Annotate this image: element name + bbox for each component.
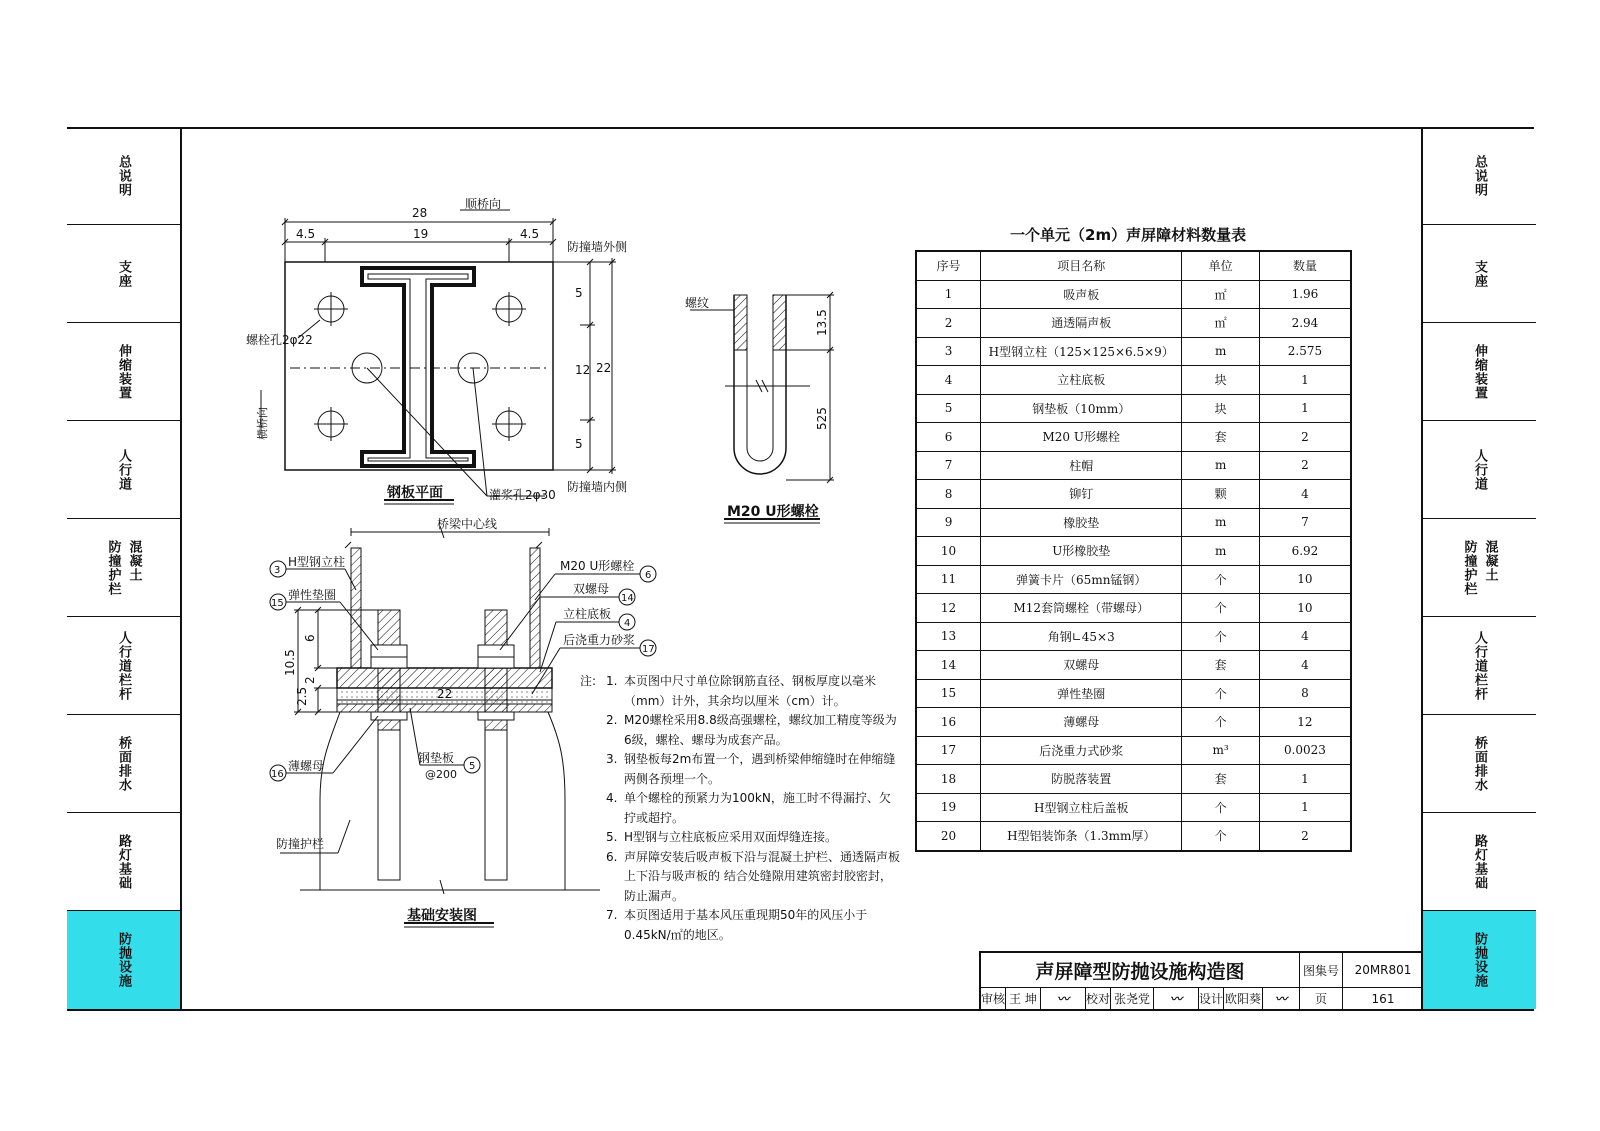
plate-dim-left: 4.5 <box>296 227 316 241</box>
checker-signature: 〰 <box>1154 988 1199 1010</box>
cell-item: 防脱落装置 <box>981 765 1182 794</box>
note-text: 声屏障安装后吸声板下沿与混凝土护栏、通透隔声板上下沿与吸声板的 结合处缝隙用建筑密封胶密封，防止漏声。 <box>624 849 901 903</box>
cell-unit: m <box>1182 451 1259 480</box>
plate-bolt-hole-label: 螺栓孔2φ22 <box>246 333 313 347</box>
table-title: 一个单元（2m）声屏障材料数量表 <box>1010 226 1247 244</box>
foundation-centerline: 桥梁中心线 <box>437 517 498 531</box>
note-number: 7. <box>606 908 618 922</box>
ubolt-title: M20 U形螺栓 <box>727 504 819 520</box>
ubolt-dim-bottom: 525 <box>815 407 829 430</box>
plate-dim-v1: 5 <box>575 286 583 300</box>
callout-thin-nut: 薄螺母 <box>288 759 325 773</box>
notes-label: 注: <box>580 674 597 688</box>
col-header-no: 序号 <box>916 251 981 280</box>
reviewer-name: 王 坤 <box>1006 988 1041 1010</box>
pad-spacing: @200 <box>425 768 457 781</box>
note-item <box>606 711 900 750</box>
cell-no: 1 <box>916 280 981 309</box>
cell-no: 15 <box>916 679 981 708</box>
callout-grout: 后浇重力砂浆 <box>563 633 636 647</box>
u-bolt-drawing <box>690 292 834 523</box>
title-block <box>979 951 1423 1009</box>
cell-no: 14 <box>916 651 981 680</box>
cell-qty: 2 <box>1259 822 1351 851</box>
cell-no: 19 <box>916 793 981 822</box>
plate-plan-drawing <box>261 210 616 504</box>
drawing-title: 声屏障型防抛设施构造图 <box>981 953 1300 988</box>
cell-unit: 个 <box>1182 565 1259 594</box>
cell-qty: 4 <box>1259 622 1351 651</box>
col-header-unit: 单位 <box>1182 251 1259 280</box>
note-number: 1. <box>606 674 618 688</box>
sidebar-tab-bearing[interactable]: 支座 <box>1423 225 1536 323</box>
note-text: M20螺栓采用8.8级高强螺栓，螺纹加工精度等级为6级，螺栓、螺母为成套产品。 <box>624 713 897 747</box>
cell-item: 钢垫板（10mm） <box>981 394 1182 423</box>
page-number: 161 <box>1343 988 1423 1010</box>
note-text: 本页图中尺寸单位除钢筋直径、钢板厚度以毫米（mm）计外，其余均以厘米（cm）计。 <box>624 674 877 708</box>
designer-name: 欧阳葵 <box>1224 988 1263 1010</box>
cell-item: M12套筒螺栓（带螺母） <box>981 594 1182 623</box>
notes <box>580 672 900 945</box>
cell-unit: 个 <box>1182 622 1259 651</box>
barrier-label: 防撞护栏 <box>276 837 325 851</box>
foundation-dim-c: 2.5 <box>295 686 309 706</box>
callout-column-base-plate: 立柱底板 <box>563 607 612 621</box>
cell-no: 12 <box>916 594 981 623</box>
plate-dim-v-total: 22 <box>596 361 612 375</box>
sidebar-tab-expansion[interactable]: 伸缩装置 <box>1423 323 1536 421</box>
cell-unit: m <box>1182 508 1259 537</box>
cell-no: 3 <box>916 337 981 366</box>
cell-no: 9 <box>916 508 981 537</box>
callout-double-nut: 双螺母 <box>573 582 610 596</box>
cell-unit: m <box>1182 537 1259 566</box>
sidebar-tab-sidewalk[interactable]: 人行道 <box>67 421 180 519</box>
cell-no: 17 <box>916 736 981 765</box>
note-number: 2. <box>606 713 618 727</box>
table-row <box>916 309 1351 338</box>
cell-item: 弹簧卡片（65mn锰钢） <box>981 565 1182 594</box>
table-row <box>916 537 1351 566</box>
table-row <box>916 594 1351 623</box>
cell-no: 4 <box>916 366 981 395</box>
plate-direction-along: 顺桥向 <box>465 197 502 211</box>
table-row <box>916 565 1351 594</box>
cell-item: H型钢立柱后盖板 <box>981 793 1182 822</box>
cell-unit: 个 <box>1182 822 1259 851</box>
note-number: 3. <box>606 752 618 766</box>
cell-unit: ㎡ <box>1182 309 1259 338</box>
callout-steel-pad: 钢垫板 <box>418 751 455 765</box>
callout-num: 4 <box>624 618 631 629</box>
sidebar-tab-general[interactable]: 总说明 <box>67 127 180 225</box>
cell-qty: 1 <box>1259 765 1351 794</box>
callout-num: 14 <box>621 593 634 604</box>
table-row <box>916 480 1351 509</box>
cell-no: 16 <box>916 708 981 737</box>
note-text: H型钢与立柱底板应采用双面焊缝连接。 <box>624 830 838 844</box>
cell-qty: 10 <box>1259 594 1351 623</box>
foundation-dim-b: 6 <box>303 634 317 642</box>
table-row <box>916 651 1351 680</box>
sidebar-tab-sidewalk[interactable]: 人行道 <box>1423 421 1536 519</box>
atlas-number: 20MR801 <box>1343 953 1423 988</box>
foundation-dim-d: 2 <box>303 676 317 684</box>
design-label: 设计 <box>1199 988 1224 1010</box>
cell-no: 20 <box>916 822 981 851</box>
sidebar-tab-concrete-barrier[interactable]: 混凝土 防撞护栏 <box>67 519 180 617</box>
cell-item: M20 U形螺栓 <box>981 423 1182 452</box>
cell-qty: 12 <box>1259 708 1351 737</box>
note-number: 4. <box>606 791 618 805</box>
callout-num: 6 <box>645 570 652 581</box>
col-header-qty: 数量 <box>1259 251 1351 280</box>
cell-unit: 套 <box>1182 423 1259 452</box>
cell-unit: m <box>1182 337 1259 366</box>
cell-unit: 个 <box>1182 708 1259 737</box>
cell-qty: 2.94 <box>1259 309 1351 338</box>
foundation-dim-a: 10.5 <box>283 649 297 676</box>
cell-item: 弹性垫圈 <box>981 679 1182 708</box>
reviewer-signature: 〰 <box>1041 988 1086 1010</box>
plate-dim-v3: 5 <box>575 437 583 451</box>
cell-qty: 7 <box>1259 508 1351 537</box>
callout-h-column: H型钢立柱 <box>288 555 346 569</box>
cell-no: 2 <box>916 309 981 338</box>
sidebar-tab-deck-drainage[interactable]: 桥面排水 <box>1423 715 1536 813</box>
plate-outer-side: 防撞墙外侧 <box>567 240 628 254</box>
table-row <box>916 423 1351 452</box>
cell-item: 铆钉 <box>981 480 1182 509</box>
plate-direction-across: 横桥向 <box>256 407 269 440</box>
plate-plan-title: 钢板平面 <box>387 485 443 501</box>
cell-item: H型铝装饰条（1.3mm厚） <box>981 822 1182 851</box>
callout-num: 3 <box>274 565 281 576</box>
cell-item: 吸声板 <box>981 280 1182 309</box>
sidebar-tab-anti-throw[interactable]: 防抛设施 <box>67 911 180 1009</box>
cell-qty: 4 <box>1259 480 1351 509</box>
note-item <box>606 789 900 828</box>
cell-qty: 2 <box>1259 451 1351 480</box>
cell-unit: 套 <box>1182 651 1259 680</box>
foundation-title: 基础安装图 <box>407 908 477 924</box>
note-item <box>606 906 900 945</box>
callout-num: 5 <box>469 761 476 772</box>
plate-dim-total: 28 <box>412 206 428 220</box>
review-label: 审核 <box>981 988 1006 1010</box>
note-number: 6. <box>606 849 618 864</box>
plate-dim-right: 4.5 <box>520 227 540 241</box>
note-text: 钢垫板每2m布置一个，遇到桥梁伸缩缝时在伸缩缝两侧各预埋一个。 <box>624 752 896 786</box>
note-text: 单个螺栓的预紧力为100kN，施工时不得漏拧、欠拧或超拧。 <box>624 791 891 825</box>
plate-dim-v2: 12 <box>575 363 591 377</box>
sidebar-tab-bearing[interactable]: 支座 <box>67 225 180 323</box>
callout-spring-washer: 弹性垫圈 <box>288 588 337 602</box>
sidebar-tab-concrete-barrier[interactable]: 混凝土 防撞护栏 <box>1423 519 1536 617</box>
table-row <box>916 679 1351 708</box>
ubolt-thread-label: 螺纹 <box>685 296 710 310</box>
note-item <box>606 828 900 848</box>
table-row <box>916 508 1351 537</box>
col-header-item: 项目名称 <box>981 251 1182 280</box>
callout-num: 17 <box>642 644 655 655</box>
cell-qty: 1.96 <box>1259 280 1351 309</box>
material-table <box>915 250 1352 852</box>
cell-item: H型钢立柱（125×125×6.5×9） <box>981 337 1182 366</box>
cell-no: 5 <box>916 394 981 423</box>
cell-item: 柱帽 <box>981 451 1182 480</box>
plate-inner-side: 防撞墙内侧 <box>567 480 628 494</box>
cell-no: 10 <box>916 537 981 566</box>
cell-unit: 个 <box>1182 594 1259 623</box>
cell-no: 8 <box>916 480 981 509</box>
cell-unit: 套 <box>1182 765 1259 794</box>
sidebar-tab-expansion[interactable]: 伸缩装置 <box>67 323 180 421</box>
table-row <box>916 394 1351 423</box>
sidebar-tab-anti-throw[interactable]: 防抛设施 <box>1423 911 1536 1009</box>
plate-dim-mid: 19 <box>413 227 429 241</box>
cell-no: 18 <box>916 765 981 794</box>
cell-item: 立柱底板 <box>981 366 1182 395</box>
cell-item: 双螺母 <box>981 651 1182 680</box>
table-row <box>916 822 1351 851</box>
cell-qty: 2 <box>1259 423 1351 452</box>
cell-unit: 块 <box>1182 366 1259 395</box>
cell-item: 薄螺母 <box>981 708 1182 737</box>
sidebar-tab-deck-drainage[interactable]: 桥面排水 <box>67 715 180 813</box>
table-row <box>916 366 1351 395</box>
table-row <box>916 280 1351 309</box>
cell-unit: ㎡ <box>1182 280 1259 309</box>
table-header-row <box>916 251 1351 280</box>
cell-qty: 10 <box>1259 565 1351 594</box>
table-row <box>916 451 1351 480</box>
designer-signature: 〰 <box>1263 988 1300 1010</box>
foundation-dim-width: 22 <box>437 687 453 701</box>
cell-qty: 6.92 <box>1259 537 1351 566</box>
cell-item: 后浇重力式砂浆 <box>981 736 1182 765</box>
cell-item: 通透隔声板 <box>981 309 1182 338</box>
sidebar-tab-lamp-foundation[interactable]: 路灯基础 <box>1423 813 1536 911</box>
table-row <box>916 337 1351 366</box>
table-row <box>916 793 1351 822</box>
cell-qty: 8 <box>1259 679 1351 708</box>
table-row <box>916 765 1351 794</box>
cell-item: 橡胶垫 <box>981 508 1182 537</box>
checker-name: 张尧党 <box>1111 988 1154 1010</box>
cell-no: 13 <box>916 622 981 651</box>
cell-qty: 1 <box>1259 394 1351 423</box>
note-item <box>606 750 900 789</box>
sidebar-tab-general[interactable]: 总说明 <box>1423 127 1536 225</box>
cell-qty: 0.0023 <box>1259 736 1351 765</box>
cell-qty: 1 <box>1259 366 1351 395</box>
table-row <box>916 622 1351 651</box>
callout-num: 16 <box>271 769 284 780</box>
cell-qty: 4 <box>1259 651 1351 680</box>
cell-unit: 颗 <box>1182 480 1259 509</box>
callout-num: 15 <box>271 598 284 609</box>
cell-unit: 个 <box>1182 679 1259 708</box>
cell-no: 11 <box>916 565 981 594</box>
note-item <box>606 672 900 711</box>
cell-qty: 1 <box>1259 793 1351 822</box>
cell-item: U形橡胶垫 <box>981 537 1182 566</box>
plate-grout-hole-label: 灌浆孔2φ30 <box>489 488 556 502</box>
check-label: 校对 <box>1086 988 1111 1010</box>
cell-unit: 块 <box>1182 394 1259 423</box>
sidebar-tab-sidewalk-railing[interactable]: 人行道栏杆 <box>67 617 180 715</box>
table-row <box>916 708 1351 737</box>
cell-unit: 个 <box>1182 793 1259 822</box>
ubolt-dim-top: 13.5 <box>815 309 829 336</box>
page-label: 页 <box>1300 988 1343 1010</box>
cell-unit: m³ <box>1182 736 1259 765</box>
cell-no: 6 <box>916 423 981 452</box>
sidebar-tab-sidewalk-railing[interactable]: 人行道栏杆 <box>1423 617 1536 715</box>
sidebar-tab-lamp-foundation[interactable]: 路灯基础 <box>67 813 180 911</box>
note-number: 5. <box>606 830 618 844</box>
callout-u-bolt: M20 U形螺栓 <box>560 559 635 573</box>
cell-qty: 2.575 <box>1259 337 1351 366</box>
cell-no: 7 <box>916 451 981 480</box>
note-text: 本页图适用于基本风压重现期50年的风压小于0.45kN/㎡的地区。 <box>624 908 868 942</box>
table-row <box>916 736 1351 765</box>
cell-item: 角钢∟45×3 <box>981 622 1182 651</box>
atlas-label: 图集号 <box>1300 953 1343 988</box>
note-item <box>606 848 901 907</box>
